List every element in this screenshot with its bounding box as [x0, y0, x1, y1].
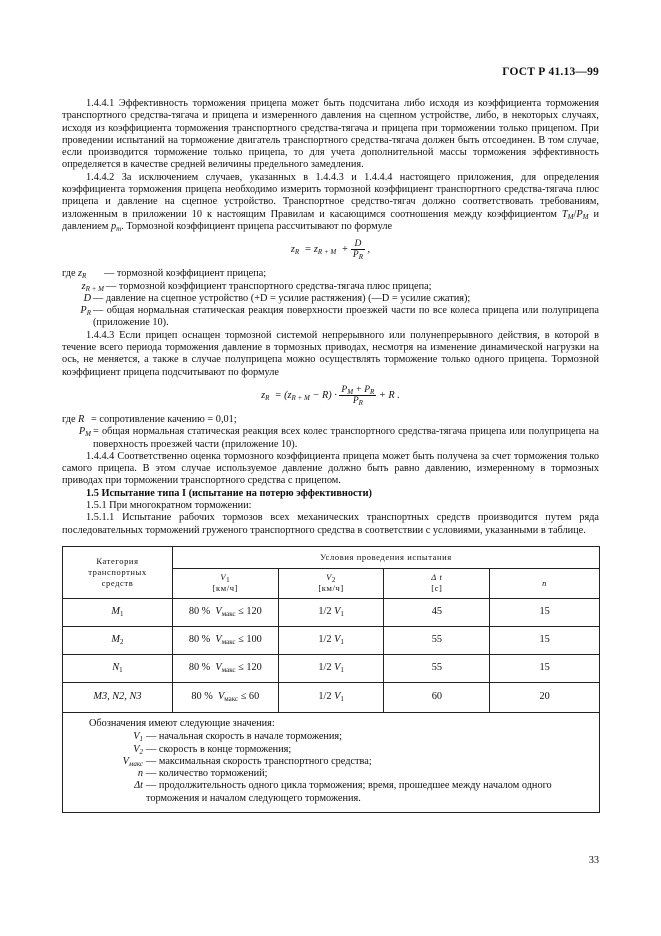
table-row: M3, N2, N3 80 % $V_{макс} \le 60$ 1/2 $V_1$ 60 20: [63, 682, 600, 712]
note-item: n — количество торможений;: [137, 768, 268, 780]
test-conditions-table: [62, 546, 600, 813]
header-v1: $V_1$ [км/ч]: [172, 568, 278, 598]
definition-row: $P_R$ — общая нормальная статическая реакция поверхности проезжей части по все колеса прицепа или полуприцепа (приложение 10).: [80, 305, 599, 329]
table-row: $M_1$ 80 % $V_{макс} \le 120$ 1/2 $V_1$ 45 15: [63, 598, 600, 626]
header-category: Категория транспортных средств: [63, 546, 173, 598]
note-item: $V_1$ — начальная скорость в начале торможения;: [133, 731, 343, 744]
header-n: n: [490, 568, 600, 598]
header-v2: $V_2$ [км/ч]: [278, 568, 384, 598]
paragraph-1-5-1: 1.5.1 При многократном торможении:: [86, 500, 252, 512]
paragraph-1-4-4-3: 1.4.4.3 Если прицеп оснащен тормозной системой непрерывного или полунепрерывного действия, в которой в течение всего периода торможения давление в тормозных приводах, несмотря на изменение динамической нагрузки на ось, не меняется, а также в случае полуприцепа можно осуществлять торможение только одного прицепа. Тормозной коэффициент прицепа подсчитывают по формуле: [62, 329, 599, 378]
page-number: 33: [588, 855, 599, 866]
table-notes-row: [63, 712, 600, 812]
definition-row: $P_M$ = общая нормальная статическая реакция всех колес транспортного средства-тягача прицепа или полуприцепа на поверхность проезжей части (приложение 10).: [78, 426, 599, 450]
definitions-2: [62, 414, 599, 451]
paragraph-1-5-1-1: 1.5.1.1 Испытание рабочих тормозов всех механических транспортных средств производится путем ряда последовательных торможений груженого транспортного средства в соответствии с условиями, указанными в таблице.: [62, 512, 599, 536]
paragraph-1-4-4-1: 1.4.4.1 Эффективность торможения прицепа может быть подсчитана либо исходя из коэффициента торможения транспортного средства-тягача и прицепа и измеренного давления на сцепном устройстве, либо, в некоторых случаях, исходя из коэффициента торможения транспортного средства-тягача и прицепа при торможении только прицепом. При проведении испытаний на торможение двигатель транспортного средства-тягача должен быть отсоединен. В том случае, если производится торможение только прицепа, то для учета дополнительной массы торможения эффективность определяется в качестве средней величины предельного замедления.: [62, 98, 599, 171]
section-1-5-title: 1.5 Испытание типа I (испытание на потерю эффективности): [86, 487, 372, 499]
definitions-1: [62, 268, 599, 329]
definition-row: D — давление на сцепное устройство (+D = усилие растяжения) (—D = усилие сжатия);: [83, 292, 471, 304]
paragraph-1-4-4-2: 1.4.4.2 За исключением случаев, указанных в 1.4.4.3 и 1.4.4.4 настоящего приложения, для определения коэффициента торможения прицепа необходимо измерить тормозной коэффициент транспортного средства-тягача плюс прицепа и давление на сцепное устройство. Транспортное средство-тягач должно соответствовать требованиям, изложенным в приложении 10 к настоящим Правилам и касающимся соотношения между коэффициентом $T_M/P_M$ и давлением $p_m$. Тормозной коэффициент прицепа рассчитывают по формуле: [62, 171, 599, 233]
formula-2: $z_R = (z_{R + M} - R)$ · $\frac{P_M + P_R}{P_R}$ + R .: [261, 384, 400, 407]
page-content: [62, 98, 599, 813]
document-id: ГОСТ Р 41.13—99: [502, 66, 599, 78]
note-item: Δt — продолжительность одного цикла торможения; время, прошедшее между началом одного торможения и началом следующего торможения.: [134, 780, 552, 804]
notes-title: Обозначения имеют следующие значения:: [89, 717, 275, 729]
table-row: $N_1$ 80 % $V_{макс} \le 120$ 1/2 $V_1$ 55 15: [63, 654, 600, 682]
header-conditions: Условия проведения испытания: [172, 546, 599, 568]
definition-row: $z_{R + M}$ — тормозной коэффициент транспортного средства-тягача плюс прицепа;: [81, 280, 432, 293]
formula-1: $z_R = z_{R + M}$ + $\frac{D}{P_R}$ ,: [290, 239, 371, 262]
definition-row: где $z_R$ — тормозной коэффициент прицепа;: [62, 268, 267, 281]
definition-row: где R = сопротивление качению = 0,01;: [62, 413, 237, 425]
note-item: $V_{макс}$ — максимальная скорость транспортного средства;: [122, 755, 372, 768]
note-item: $V_2$ — скорость в конце торможения;: [133, 743, 292, 756]
paragraph-1-4-4-4: 1.4.4.4 Соответственно оценка тормозного коэффициента прицепа может быть получена за счет торможения только самого прицепа. В этом случае используемое давление должно быть равно давлению, измеренному в тормозных приводах при торможении транспортного средства с прицепом.: [62, 450, 599, 487]
table-row: $M_2$ 80 % $V_{макс} \le 100$ 1/2 $V_1$ 55 15: [63, 626, 600, 654]
header-dt: Δ t [с]: [384, 568, 490, 598]
